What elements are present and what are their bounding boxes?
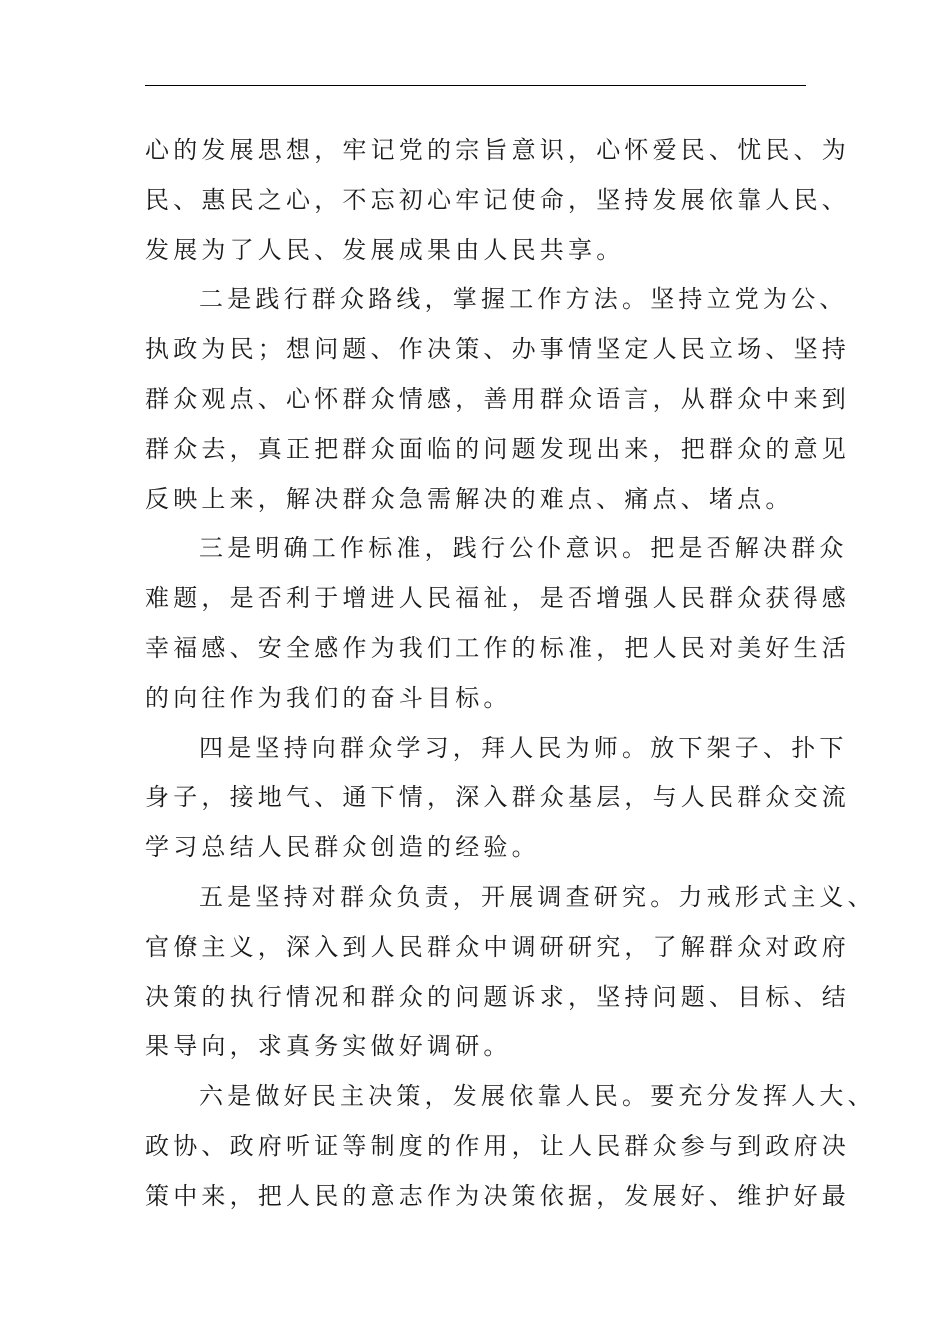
paragraph-start-line: 三是明确工作标准，践行公仆意识。把是否解决群众: [199, 534, 848, 563]
paragraph-start-line: 五是坚持对群众负责，开展调查研究。力戒形式主义、: [199, 882, 876, 911]
header-rule: [145, 85, 806, 86]
text-line: 幸福感、安全感作为我们工作的标准，把人民对美好生活: [145, 633, 850, 662]
text-line: 的向往作为我们的奋斗目标。: [145, 683, 512, 712]
text-line: 官僚主义，深入到人民群众中调研研究，了解群众对政府: [145, 932, 850, 961]
text-line: 反映上来，解决群众急需解决的难点、痛点、堵点。: [145, 484, 794, 513]
document-body: [145, 126, 876, 1222]
paragraph-start-line: 四是坚持向群众学习，拜人民为师。放下架子、扑下: [199, 733, 848, 762]
text-line: 学习总结人民群众创造的经验。: [145, 833, 540, 862]
text-line: 群众去，真正把群众面临的问题发现出来，把群众的意见: [145, 434, 850, 463]
text-line: 民、惠民之心，不忘初心牢记使命，坚持发展依靠人民、: [145, 185, 850, 214]
text-line: 政协、政府听证等制度的作用，让人民群众参与到政府决: [145, 1131, 850, 1160]
text-line: 策中来，把人民的意志作为决策依据，发展好、维护好最: [145, 1181, 850, 1210]
text-line: 心的发展思想，牢记党的宗旨意识，心怀爱民、忧民、为: [145, 136, 850, 164]
paragraph-start-line: 二是践行群众路线，掌握工作方法。坚持立党为公、: [199, 285, 848, 314]
paragraph-start-line: 六是做好民主决策，发展依靠人民。要充分发挥人大、: [199, 1082, 876, 1111]
text-line: 发展为了人民、发展成果由人民共享。: [145, 235, 625, 264]
text-line: 果导向，求真务实做好调研。: [145, 1032, 512, 1061]
text-line: 群众观点、心怀群众情感，善用群众语言，从群众中来到: [145, 384, 850, 413]
text-line: 决策的执行情况和群众的问题诉求，坚持问题、目标、结: [145, 982, 850, 1011]
text-line: 执政为民；想问题、作决策、办事情坚定人民立场、坚持: [145, 335, 850, 364]
text-line: 难题，是否利于增进人民福祉，是否增强人民群众获得感: [145, 584, 850, 613]
text-line: 身子，接地气、通下情，深入群众基层，与人民群众交流: [145, 783, 850, 812]
